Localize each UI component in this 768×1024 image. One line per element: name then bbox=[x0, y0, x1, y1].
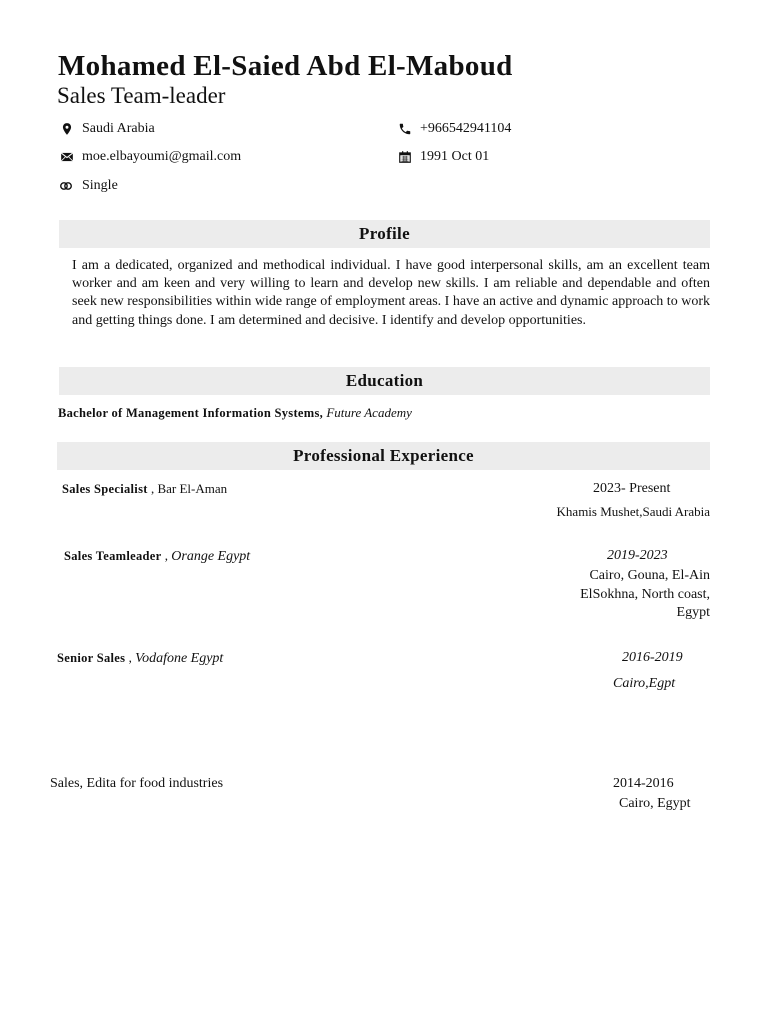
candidate-name: Mohamed El-Saied Abd El-Maboud bbox=[58, 50, 513, 82]
job-location: Khamis Mushet,Saudi Arabia bbox=[556, 504, 710, 519]
location-text: Saudi Arabia bbox=[82, 121, 155, 136]
phone-text: +966542941104 bbox=[420, 121, 512, 136]
phone-icon bbox=[398, 122, 412, 136]
job-dates: 2014-2016 bbox=[613, 776, 674, 791]
section-header-education: Education bbox=[59, 367, 710, 395]
job-entry-title: Sales Specialist , Bar El-Aman bbox=[62, 481, 228, 496]
contact-birthdate bbox=[398, 149, 489, 165]
job-location: Cairo, Egypt bbox=[619, 796, 691, 811]
school: Future Academy bbox=[326, 405, 412, 420]
calendar-icon bbox=[398, 150, 412, 164]
email-text: moe.elbayoumi@gmail.com bbox=[82, 149, 242, 164]
job-dates: 2019-2023 bbox=[607, 548, 668, 563]
marital-status-text: Single bbox=[82, 178, 118, 193]
birthdate-text: 1991 Oct 01 bbox=[420, 149, 490, 164]
job-entry-title: Senior Sales , Vodafone Egypt bbox=[57, 650, 224, 666]
profile-summary: I am a dedicated, organized and methodical individual. I have good interpersonal skills, am an excellent team worker and am keen and very willing to learn and develop new skills. I am reliable and dependable and often seek new responsibilities within wide range of employment areas. I have an active and dynamic approach to work and getting things done. I am determined and decisive. I identify and develop opportunities. bbox=[72, 258, 710, 328]
job-location: Cairo,Egpt bbox=[613, 676, 676, 691]
section-header-experience: Professional Experience bbox=[57, 442, 710, 470]
job-title: Sales Team-leader bbox=[57, 83, 226, 108]
location-pin-icon bbox=[60, 122, 74, 136]
contact-location bbox=[60, 121, 155, 137]
job-dates: 2023- Present bbox=[593, 481, 671, 496]
section-header-profile: Profile bbox=[59, 220, 710, 248]
rings-icon bbox=[58, 179, 74, 193]
job-location: Cairo, Gouna, El-Ain ElSokhna, North coast, Egypt bbox=[580, 568, 710, 620]
contact-phone bbox=[398, 121, 511, 137]
education-entry bbox=[58, 405, 412, 421]
job-dates: 2016-2019 bbox=[622, 650, 683, 665]
job-entry-title: Sales Teamleader , Orange Egypt bbox=[64, 548, 251, 564]
degree: Bachelor of Management Information Systems, bbox=[58, 406, 324, 420]
contact-email bbox=[60, 149, 241, 165]
job-entry-title: Sales, Edita for food industries bbox=[50, 776, 224, 791]
contact-marital-status bbox=[58, 178, 118, 194]
email-icon bbox=[60, 150, 74, 164]
